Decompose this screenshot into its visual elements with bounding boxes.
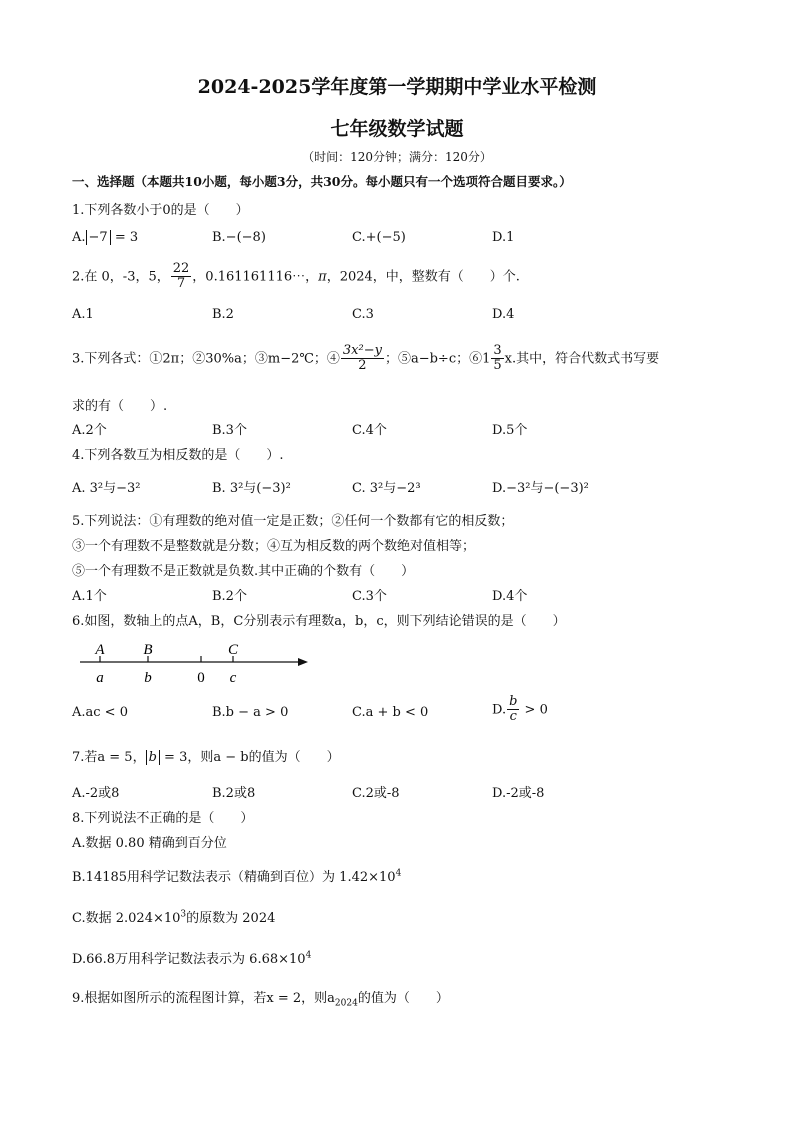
q8-option-b (72, 866, 401, 885)
q3-mixed-den: 5 (493, 358, 502, 374)
q2-stem-b: ，0.161161116⋯， (192, 269, 319, 285)
section-heading: 一、选择题（本题共10小题，每小题3分，共30分。每小题只有一个选项符合题目要求。） (72, 174, 572, 189)
q6-option-a: A.ac < 0 (72, 705, 128, 720)
label-value-a: a (96, 670, 104, 686)
q3-option-d: D.5个 (492, 423, 528, 438)
q6-option-d (492, 695, 548, 725)
q5-line-2: ③一个有理数不是整数就是分数；④互为相反数的两个数绝对值相等； (72, 539, 476, 554)
q6-stem: 6.如图，数轴上的点A，B，C分别表示有理数a，b，c，则下列结论错误的是（ ） (72, 614, 566, 629)
q1-a-rest: = 3 (110, 230, 139, 245)
q3-stem-b: ；⑤a−b÷c；⑥1 (384, 351, 491, 367)
q5-option-c: C.3个 (352, 589, 387, 604)
q3-option-c: C.4个 (352, 423, 387, 438)
q8-option-d (72, 948, 311, 967)
label-point-b: B (143, 642, 153, 658)
number-line-figure (76, 636, 316, 688)
q8-option-a: A.数据 0.80 精确到百分位 (72, 836, 227, 851)
q2-stem-c: ，2024，中，整数有（ ）个. (326, 269, 520, 285)
q2-option-a: A.1 (72, 307, 94, 322)
q3-mixed-num: 3 (493, 343, 502, 358)
q8-c-exponent: 3 (180, 909, 187, 920)
q2-frac-den: 7 (176, 276, 186, 292)
label-value-c: c (229, 670, 237, 686)
q2-pi: π (318, 269, 327, 285)
q4-option-a: A. 3²与−3² (72, 481, 141, 496)
q9-stem-a: 9.根据如图所示的流程图计算，若x = 2，则a (72, 991, 335, 1006)
q4-option-b: B. 3²与(−3)² (212, 481, 291, 496)
q2-stem-a: 2.在 0，-3，5， (72, 269, 170, 285)
label-value-b: b (144, 670, 152, 686)
q7-abs-b: b (146, 750, 160, 765)
q3-mixed-fraction (491, 344, 503, 374)
exam-title: 2024-2025学年度第一学期期中学业水平检测 (197, 76, 597, 98)
q5-line-1: 5.下列说法：①有理数的绝对值一定是正数；②任何一个数都有它的相反数； (72, 514, 514, 529)
q8-b-exponent: 4 (395, 868, 402, 879)
q2-stem (72, 262, 520, 292)
q5-line-3: ⑤一个有理数不是正数就是负数.其中正确的个数有（ ） (72, 564, 415, 579)
q9-stem-b: 的值为（ ） (357, 991, 449, 1006)
q7-stem (72, 746, 340, 765)
q8-c-text-a: C.数据 2.024×10 (72, 911, 181, 926)
label-point-c: C (227, 642, 239, 658)
q3-fraction (341, 344, 384, 374)
q8-stem: 8.下列说法不正确的是（ ） (72, 811, 254, 826)
q4-option-d: D.−3²与−(−3)² (492, 481, 589, 496)
q5-option-a: A.1个 (72, 589, 107, 604)
q3-frac-num: 3x²−y (342, 343, 382, 358)
q6-d-frac-num: b (509, 694, 518, 709)
number-line-arrow (298, 658, 308, 666)
q4-option-c: C. 3²与−2³ (352, 481, 421, 496)
q3-frac-den: 2 (358, 358, 367, 374)
q1-a-abs: −7 (86, 230, 111, 245)
q7-option-c: C.2或-8 (352, 786, 400, 801)
q8-b-text: B.14185用科学记数法表示（精确到百位）为 1.42×10 (72, 870, 396, 885)
q6-option-b: B.b − a > 0 (212, 705, 289, 720)
q7-option-b: B.2或8 (212, 786, 256, 801)
q2-option-d: D.4 (492, 307, 515, 322)
q6-d-frac-den: c (509, 709, 517, 725)
q9-stem (72, 987, 449, 1009)
q3-stem-cont: 求的有（ ）. (72, 399, 168, 414)
q7-stem-b: = 3，则a − b的值为（ ） (159, 750, 340, 765)
q3-option-a: A.2个 (72, 423, 107, 438)
exam-meta: （时间：120分钟；满分：120分） (302, 150, 492, 164)
q1-option-c: C.+(−5) (352, 230, 406, 245)
q7-option-d: D.-2或-8 (492, 786, 545, 801)
q1-stem: 1.下列各数小于0的是（ ） (72, 203, 249, 218)
label-value-zero: 0 (197, 670, 205, 686)
q5-option-b: B.2个 (212, 589, 247, 604)
label-point-a: A (95, 642, 105, 658)
q6-option-c: C.a + b < 0 (352, 705, 429, 720)
q6-d-fraction (507, 695, 519, 725)
q3-stem-a: 3.下列各式：①2π；②30%a；③m−2℃；④ (72, 351, 340, 367)
q8-d-exponent: 4 (305, 950, 312, 961)
q1-a-label: A. (72, 230, 86, 245)
q9-subscript: 2024 (334, 998, 358, 1009)
q8-d-text: D.66.8万用科学记数法表示为 6.68×10 (72, 952, 306, 967)
q7-option-a: A.-2或8 (72, 786, 120, 801)
q2-option-b: B.2 (212, 307, 234, 322)
q6-d-rest: > 0 (520, 702, 548, 718)
q2-option-c: C.3 (352, 307, 374, 322)
q4-stem: 4.下列各数互为相反数的是（ ）. (72, 448, 284, 463)
exam-subtitle: 七年级数学试题 (330, 118, 464, 140)
q1-option-a (72, 230, 138, 245)
q2-fraction (171, 262, 192, 292)
q2-frac-num: 22 (172, 261, 190, 276)
q8-c-text-b: 的原数为 2024 (186, 911, 276, 926)
q8-option-c (72, 907, 275, 926)
q1-option-b: B.−(−8) (212, 230, 266, 245)
q3-stem-c: x.其中，符合代数式书写要 (504, 351, 660, 367)
q7-stem-a: 7.若a = 5， (72, 750, 146, 765)
q3-stem (72, 344, 659, 374)
q1-option-d: D.1 (492, 230, 515, 245)
q6-d-label: D. (492, 702, 507, 718)
q3-option-b: B.3个 (212, 423, 247, 438)
q5-option-d: D.4个 (492, 589, 528, 604)
